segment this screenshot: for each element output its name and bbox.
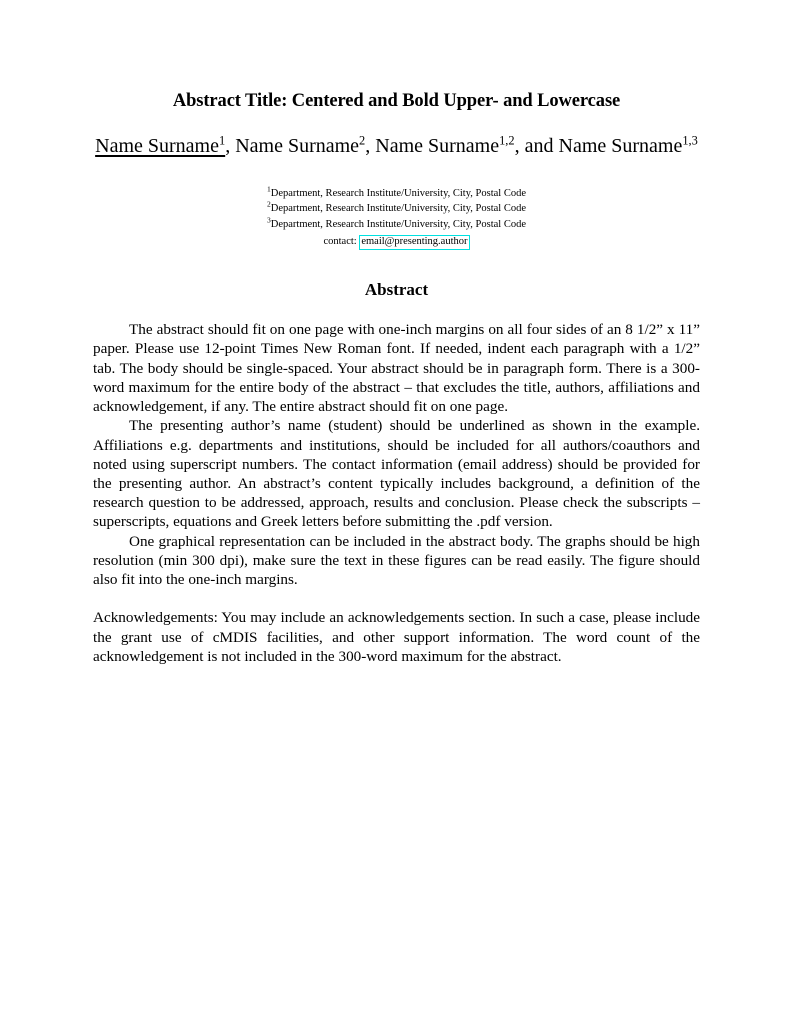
affiliation-list (93, 158, 700, 250)
author-presenting (95, 135, 225, 157)
author-4-affiliation-marks: 1,3 (682, 133, 698, 148)
affiliation-line-1 (93, 186, 700, 201)
affiliation-mark-1: 1 (266, 184, 271, 194)
author-4-name: Name Surname (558, 135, 683, 158)
author-2-name: Name Surname (235, 135, 360, 158)
contact-email-link[interactable]: email@presenting.author (359, 235, 469, 250)
affiliation-text-2: Department, Research Institute/University, City, Postal Code (270, 203, 527, 215)
author-presenting-affiliation-marks: 1 (218, 133, 226, 148)
contact-line (93, 232, 700, 250)
contact-label: contact: (323, 235, 360, 247)
abstract-paragraph-1: The abstract should fit on one page with one-inch margins on all four sides of an 8 1/2” x 11” paper. Please use 12-point Times New Roman font. If needed, indent each paragraph with a 1/2” tab. The body should be single-spaced. Your abstract should be in paragraph form. There is a 300-word maximum for the entire body of the abstract – that excludes the title, authors, affiliations and acknowledgement, if any. The entire abstract should fit on one page. (93, 321, 700, 416)
author-separator-3: , (365, 135, 376, 158)
abstract-paragraph-2: The presenting author’s name (student) should be underlined as shown in the example. Affiliations e.g. departments and institutions, should be included for all authors/coauthors and noted using superscript numbers. The contact information (email address) should be provided for the presenting author. An abstract’s content typically includes background, a definition of the research question to be addressed, approach, results and conclusion. Please check the subscripts – superscripts, equations and Greek letters before submitting the .pdf version. (93, 417, 700, 531)
author-3 (375, 135, 514, 157)
page-title: Abstract Title: Centered and Bold Upper- and Lowercase (172, 91, 621, 111)
abstract-heading: Abstract (364, 280, 429, 300)
affiliation-line-2 (93, 201, 700, 216)
author-4 (559, 135, 698, 157)
affiliation-mark-2: 2 (266, 199, 271, 209)
author-separator-4: , and (514, 135, 559, 158)
author-3-affiliation-marks: 1,2 (499, 133, 515, 148)
author-separator-2: , (225, 135, 236, 158)
author-presenting-name: Name Surname (95, 135, 219, 158)
affiliation-mark-3: 3 (266, 215, 271, 225)
acknowledgements-paragraph: Acknowledgements: You may include an acknowledgements section. In such a case, please include the grant use of cMDIS facilities, and other support information. The word count of the acknowledgement is not included in the 300-word maximum for the abstract. (93, 609, 700, 665)
author-list (93, 112, 700, 158)
author-3-name: Name Surname (375, 135, 500, 158)
affiliation-text-3: Department, Research Institute/University, City, Postal Code (270, 218, 527, 230)
abstract-body (93, 300, 700, 666)
author-2 (235, 135, 365, 157)
affiliation-text-1: Department, Research Institute/University, City, Postal Code (270, 188, 527, 200)
abstract-paragraph-3: One graphical representation can be included in the abstract body. The graphs should be high resolution (min 300 dpi), make sure the text in these figures can be read easily. The figure should also fit into the one-inch margins. (93, 532, 700, 589)
author-2-affiliation-marks: 2 (359, 133, 366, 148)
page-content (93, 0, 700, 666)
affiliation-line-3 (93, 217, 700, 232)
